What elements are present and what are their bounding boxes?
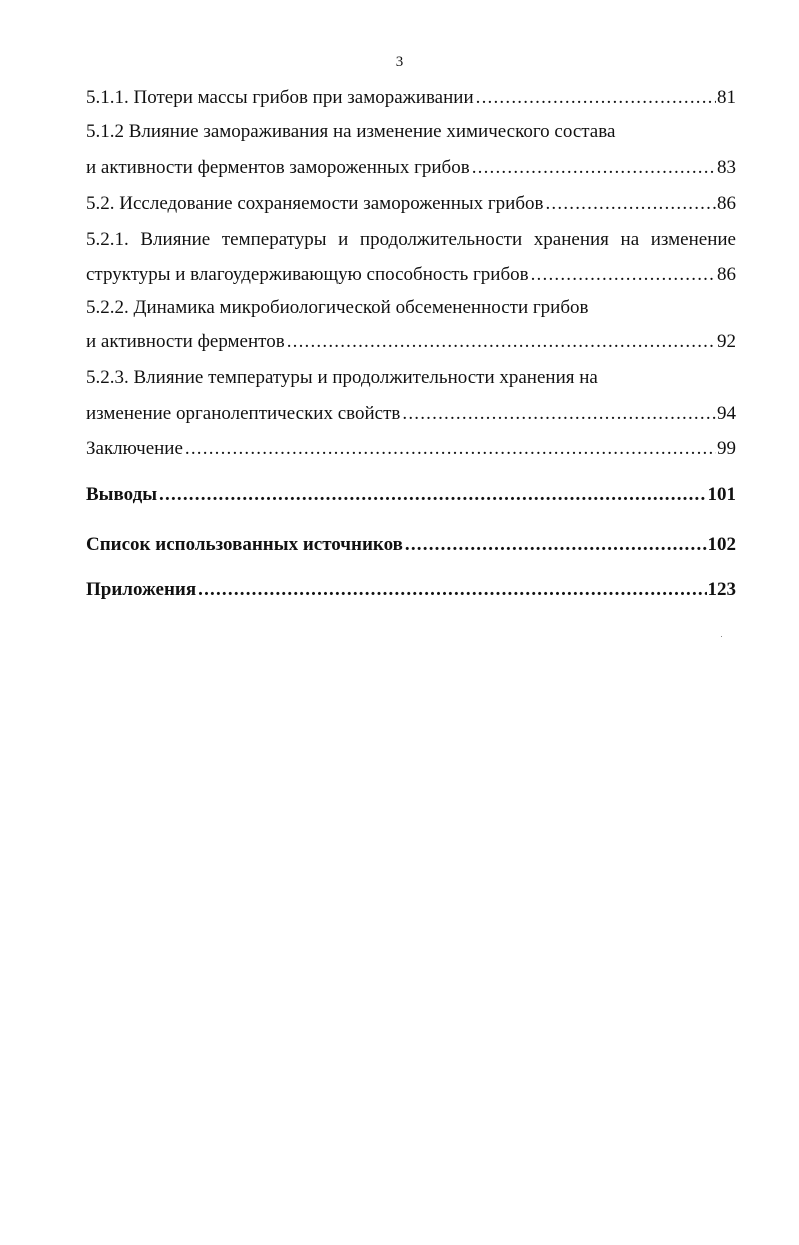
toc-entry-page: 123 xyxy=(707,579,736,600)
toc-entry-page: 92 xyxy=(717,331,736,352)
toc-leader-dots xyxy=(405,531,707,559)
toc-leader-dots xyxy=(198,576,706,604)
toc-entry-appendices xyxy=(86,576,736,604)
toc-entry-conclusion xyxy=(86,435,736,463)
toc-entry-5-2 xyxy=(86,190,736,218)
toc-entry-title: изменение органолептических свойств xyxy=(86,403,401,424)
toc-leader-dots xyxy=(472,154,716,182)
toc-entry-page: 83 xyxy=(717,157,736,178)
toc-entry-5-2-3 xyxy=(86,400,736,428)
toc-entry-references xyxy=(86,531,736,559)
toc-entry-page: 101 xyxy=(707,484,736,505)
toc-entry-5-2-2 xyxy=(86,328,736,356)
toc-entry-title: Заключение xyxy=(86,438,183,459)
toc-leader-dots xyxy=(159,481,706,509)
toc-leader-dots xyxy=(402,400,716,428)
toc-entry-page: 102 xyxy=(707,534,736,555)
toc-entry-title: структуры и влагоудерживающую способность грибов xyxy=(86,264,529,285)
toc-entry-findings xyxy=(86,481,736,509)
toc-leader-dots xyxy=(185,435,716,463)
toc-entry-title: 5.1.1. Потери массы грибов при замораживании xyxy=(86,87,474,108)
toc-entry-5-2-3-line1: 5.2.3. Влияние температуры и продолжительности хранения на xyxy=(86,367,598,388)
toc-entry-5-1-1 xyxy=(86,84,736,112)
page-number: 3 xyxy=(395,54,404,70)
toc-entry-5-2-1-line1: 5.2.1. Влияние температуры и продолжительности хранения на изменение xyxy=(86,229,736,250)
toc-leader-dots xyxy=(531,261,716,289)
toc-entry-title: Приложения xyxy=(86,579,197,600)
toc-entry-page: 86 xyxy=(717,264,736,285)
toc-entry-5-2-2-line1: 5.2.2. Динамика микробиологической обсемененности грибов xyxy=(86,297,589,318)
toc-entry-title: Список использованных источников xyxy=(86,534,403,555)
toc-entry-5-1-2 xyxy=(86,154,736,182)
toc-leader-dots xyxy=(287,328,716,356)
toc-entry-title: Выводы xyxy=(86,484,158,505)
toc-entry-5-1-2-line1: 5.1.2 Влияние замораживания на изменение химического состава xyxy=(86,121,616,142)
toc-leader-dots xyxy=(476,84,716,112)
toc-entry-page: 81 xyxy=(717,87,736,108)
toc-entry-title: 5.2. Исследование сохраняемости замороженных грибов xyxy=(86,193,544,214)
toc-leader-dots xyxy=(545,190,716,218)
toc-entry-page: 94 xyxy=(717,403,736,424)
toc-entry-page: 86 xyxy=(717,193,736,214)
toc-entry-5-2-1 xyxy=(86,261,736,289)
toc-entry-title: и активности ферментов xyxy=(86,331,285,352)
toc-entry-page: 99 xyxy=(717,438,736,459)
scan-speck xyxy=(721,636,722,637)
toc-entry-title: и активности ферментов замороженных грибов xyxy=(86,157,470,178)
